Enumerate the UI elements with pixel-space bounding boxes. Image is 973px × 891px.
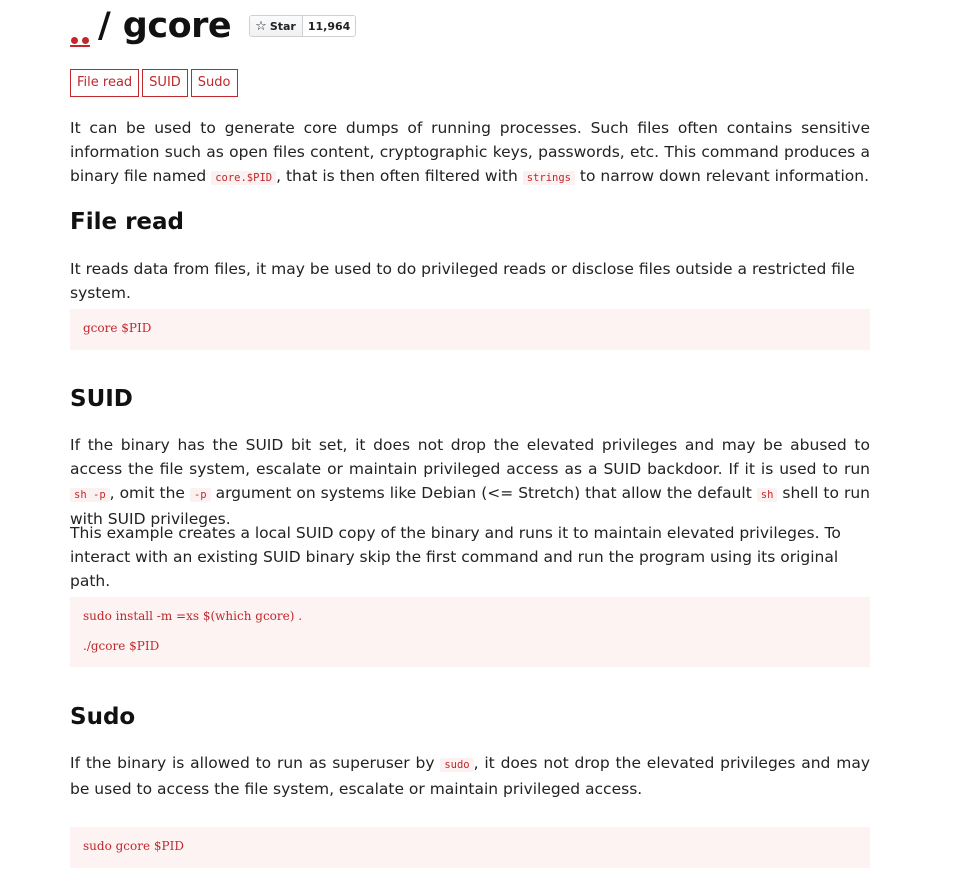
inline-code: strings — [523, 171, 575, 185]
heading-sudo: Sudo — [70, 704, 136, 730]
sudo-paragraph: If the binary is allowed to run as superuser by sudo , it does not drop the elevated privileges and may be used to access the file system, escalate or maintain privileged access. — [70, 754, 870, 798]
breadcrumb-separator: / — [98, 6, 111, 46]
file-read-description: It reads data from files, it may be used to do privileged reads or disclose files outside a restricted file system. — [70, 260, 855, 302]
link-underline — [70, 45, 90, 47]
code-block-sudo[interactable] — [70, 827, 870, 868]
inline-code: sh -p — [70, 488, 110, 502]
inline-code: -p — [190, 488, 211, 502]
code-line: sudo install -m =xs $(which gcore) . — [83, 609, 303, 623]
code-line: sudo gcore $PID — [83, 839, 184, 853]
star-button[interactable] — [250, 16, 303, 36]
code-line: gcore $PID — [83, 321, 152, 335]
page-title: gcore — [122, 6, 232, 46]
suid-paragraph-1: If the binary has the SUID bit set, it does not drop the elevated privileges and may be abused to access the file system, escalate or maintain privileged access as a SUID backdoor. If it is used to run sh -p , omit the -p argument on systems like Debian (<= Stretch) that allow the default sh shell to run with SUID privileges. — [70, 436, 870, 528]
heading-suid: SUID — [70, 386, 133, 412]
parent-link[interactable] — [70, 6, 90, 46]
dot-icon — [71, 37, 78, 44]
github-star-widget[interactable] — [249, 15, 356, 37]
dot-icon — [82, 37, 89, 44]
function-tags — [70, 69, 241, 97]
tag-file-read[interactable]: File read — [70, 69, 139, 97]
star-outline-icon: ☆ — [255, 18, 267, 34]
heading-file-read: File read — [70, 209, 185, 235]
tag-sudo[interactable]: Sudo — [191, 69, 238, 97]
tag-suid[interactable]: SUID — [142, 69, 188, 97]
inline-code: sh — [757, 488, 778, 502]
inline-code: core.$PID — [211, 171, 276, 185]
code-block-suid[interactable] — [70, 597, 870, 667]
code-line: ./gcore $PID — [83, 639, 160, 653]
star-count[interactable]: 11,964 — [303, 16, 355, 36]
inline-code: sudo — [440, 758, 473, 772]
star-label: Star — [269, 19, 296, 33]
suid-paragraph-2: This example creates a local SUID copy of the binary and runs it to maintain elevated privileges. To interact with an existing SUID binary skip the first command and run the program using its original path. — [70, 524, 841, 590]
page-header — [70, 4, 356, 48]
code-block-file-read[interactable] — [70, 309, 870, 350]
intro-paragraph: It can be used to generate core dumps of running processes. Such files often contains sensitive information such as open files content, cryptographic keys, passwords, etc. This command produces a binary file named core.$PID , that is then often filtered with strings to narrow down relevant information. — [70, 119, 870, 185]
